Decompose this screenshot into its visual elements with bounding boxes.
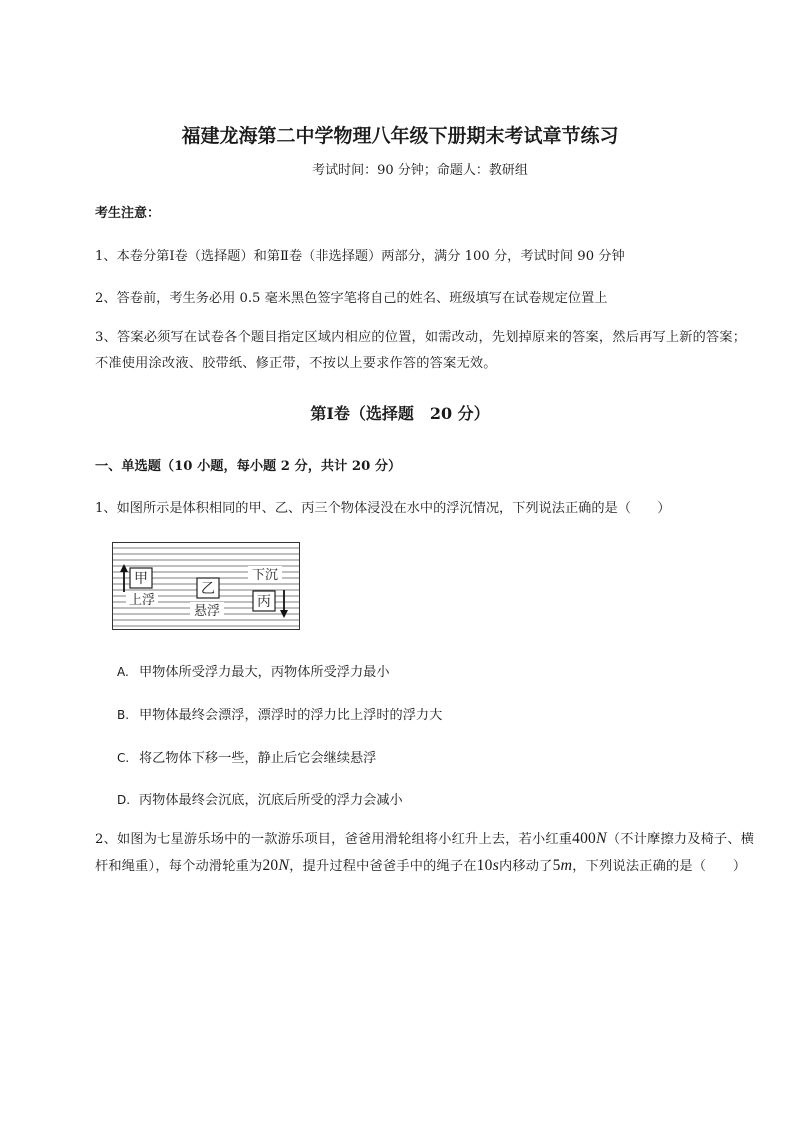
option-c-text: 将乙物体下移一些，静止后它会继续悬浮 [139, 751, 377, 766]
q2-weight-unit: N [596, 830, 607, 847]
q2-part-2: （不计摩擦力及椅子、横杆和绳重），每个动滑轮重为 [95, 832, 755, 874]
section-title: 第Ⅰ卷（选择题 20 分） [310, 404, 490, 423]
q2-time-value: 10 [476, 857, 493, 874]
notice-item-2: 2、答卷前，考生务必用 0.5 毫米黑色签字笔将自己的姓名、班级填写在试卷规定位置上 [95, 291, 608, 306]
q2-distance-unit: m [560, 857, 573, 874]
float-up-label: 上浮 [128, 593, 156, 608]
sink-label: 下沉 [251, 568, 279, 583]
option-a-label: A. [117, 665, 129, 679]
question-2-stem [95, 826, 757, 880]
q2-pulley-unit: N [278, 857, 290, 874]
q2-part-1: 2、如图为七星游乐场中的一款游乐项目，爸爸用滑轮组将小红升上去，若小红重 [95, 832, 573, 847]
suspend-label: 悬浮 [193, 604, 221, 619]
page-title: 福建龙海第二中学物理八年级下册期末考试章节练习 [181, 125, 619, 147]
option-c-label: C. [117, 751, 130, 765]
part-heading: 一、单选题（10 小题，每小题 2 分，共计 20 分） [95, 459, 402, 474]
option-d [117, 789, 403, 808]
object-c-label: 丙 [257, 594, 271, 610]
exam-info: 考试时间：90 分钟；命题人：教研组 [312, 163, 528, 178]
q2-time-unit: s [492, 857, 499, 874]
option-c [117, 747, 376, 766]
question-1-stem: 1、如图所示是体积相同的甲、乙、丙三个物体浸没在水中的浮沉情况，下列说法正确的是（ ） [95, 501, 671, 516]
q2-part-4: 内移动了 [499, 859, 553, 874]
option-a [117, 661, 390, 680]
option-a-text: 甲物体所受浮力最大，丙物体所受浮力最小 [139, 665, 390, 680]
notice-heading: 考生注意： [95, 206, 161, 221]
option-b [117, 704, 442, 723]
notice-item-1: 1、本卷分第Ⅰ卷（选择题）和第Ⅱ卷（非选择题）两部分，满分 100 分，考试时间 90 分钟 [95, 249, 625, 264]
option-b-label: B. [117, 708, 130, 722]
buoyancy-figure [112, 542, 300, 630]
q2-part-3: ，提升过程中爸爸手中的绳子在 [289, 859, 477, 874]
notice-item-3: 3、答案必须写在试卷各个题目指定区域内相应的位置，如需改动，先划掉原来的答案，然后再写上新的答案；不准使用涂改液、胶带纸、修正带，不按以上要求作答的答案无效。 [95, 330, 747, 371]
option-b-text: 甲物体最终会漂浮，漂浮时的浮力比上浮时的浮力大 [139, 708, 443, 723]
object-a-label: 甲 [134, 571, 148, 587]
q2-weight-value: 400 [572, 830, 597, 847]
q2-distance-value: 5 [552, 857, 561, 874]
option-d-text: 丙物体最终会沉底，沉底后所受的浮力会减小 [139, 793, 403, 808]
option-d-label: D. [117, 793, 131, 807]
q2-part-5: ，下列说法正确的是（ ） [572, 859, 747, 874]
q2-pulley-value: 20 [262, 857, 279, 874]
object-b-label: 乙 [201, 581, 215, 597]
